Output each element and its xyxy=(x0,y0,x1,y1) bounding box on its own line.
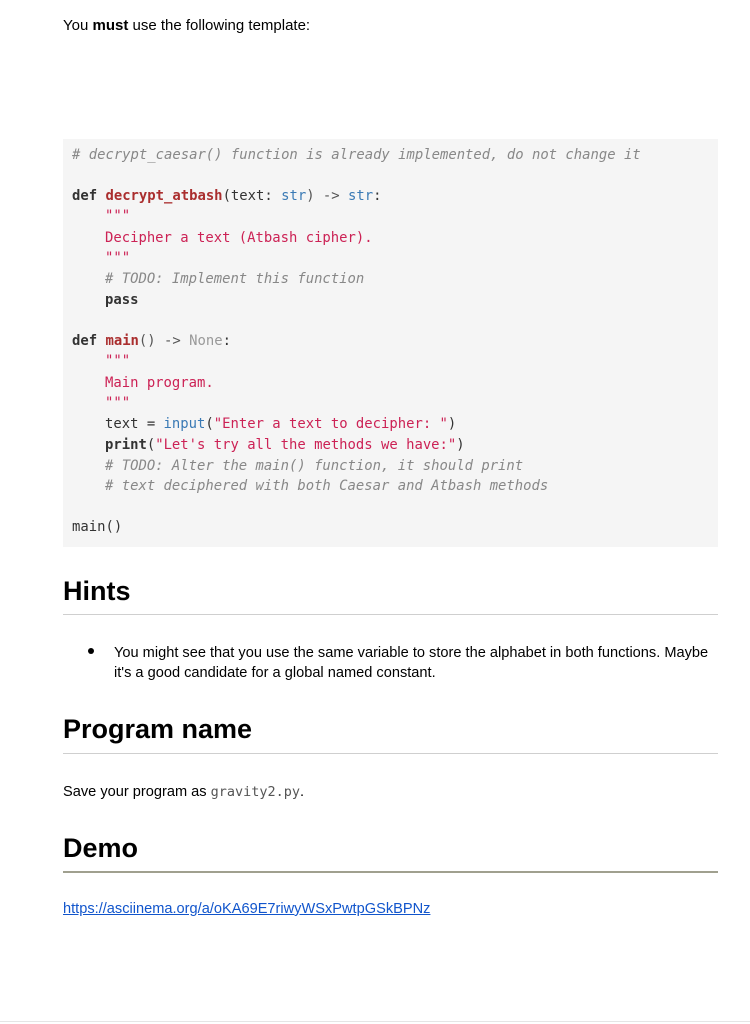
paren: ) xyxy=(447,416,457,432)
save-prefix: Save your program as xyxy=(63,784,211,800)
builtin-print: print xyxy=(105,437,147,453)
docstring-quote: """ xyxy=(105,250,131,266)
docstring-quote: """ xyxy=(105,395,131,411)
bullet-icon xyxy=(88,648,94,654)
intro-text xyxy=(63,16,310,36)
docstring-quote: """ xyxy=(105,353,131,369)
code-template-block xyxy=(63,139,718,547)
program-name-heading: Program name xyxy=(63,714,253,744)
hints-divider xyxy=(63,614,718,615)
fn-decrypt-atbash: decrypt_atbash xyxy=(105,188,223,204)
code-comment-top: # decrypt_caesar() function is already implemented, do not change it xyxy=(72,147,641,163)
code-def-main xyxy=(72,332,231,350)
code-line-print xyxy=(105,436,465,454)
string-literal: "Let's try all the methods we have:" xyxy=(155,437,457,453)
string-literal: "Enter a text to decipher: " xyxy=(213,416,448,432)
intro-prefix: You xyxy=(63,17,93,34)
docstring-quote: """ xyxy=(105,208,131,224)
paren: ( xyxy=(146,437,156,453)
demo-link[interactable]: https://asciinema.org/a/oKA69E7riwyWSxPwtpGSkBPNz xyxy=(63,901,431,917)
code-line-input xyxy=(105,415,456,433)
paren: ) xyxy=(456,437,465,453)
kw-def: def xyxy=(72,188,98,204)
save-suffix: . xyxy=(300,784,305,800)
arrow: ) -> xyxy=(306,188,349,204)
type-str: str xyxy=(281,188,307,204)
demo-heading: Demo xyxy=(63,833,139,863)
paren: ( xyxy=(205,416,214,432)
code-todo-comment: # TODO: Implement this function xyxy=(105,271,365,287)
docstring-atbash: Decipher a text (Atbash cipher). xyxy=(105,230,373,246)
colon: : xyxy=(222,333,231,349)
save-instruction xyxy=(63,782,304,802)
demo-divider xyxy=(63,871,718,873)
params: (text: xyxy=(222,188,282,204)
colon: : xyxy=(373,188,382,204)
code-def-atbash xyxy=(72,187,382,205)
docstring-main: Main program. xyxy=(105,375,214,391)
hints-heading: Hints xyxy=(63,576,131,606)
kw-def: def xyxy=(72,333,98,349)
code-todo-comment: # TODO: Alter the main() function, it should print xyxy=(105,458,524,474)
program-filename: gravity2.py xyxy=(210,784,301,800)
kw-pass: pass xyxy=(105,292,139,308)
params: () -> xyxy=(138,333,190,349)
var-text: text = xyxy=(105,416,164,432)
fn-main: main xyxy=(105,333,139,349)
builtin-input: input xyxy=(163,416,206,432)
code-main-call: main() xyxy=(72,519,123,535)
page-bottom-divider xyxy=(0,1021,750,1022)
intro-bold: must xyxy=(92,17,129,34)
type-str: str xyxy=(348,188,374,204)
type-none: None xyxy=(189,333,223,349)
program-name-divider xyxy=(63,753,718,754)
hint-item: You might see that you use the same variable to store the alphabet in both functions. Maybe it's a good candidate for a global named constant. xyxy=(114,645,709,681)
intro-suffix: use the following template: xyxy=(128,17,311,34)
code-todo-comment: # text deciphered with both Caesar and Atbash methods xyxy=(105,478,549,494)
